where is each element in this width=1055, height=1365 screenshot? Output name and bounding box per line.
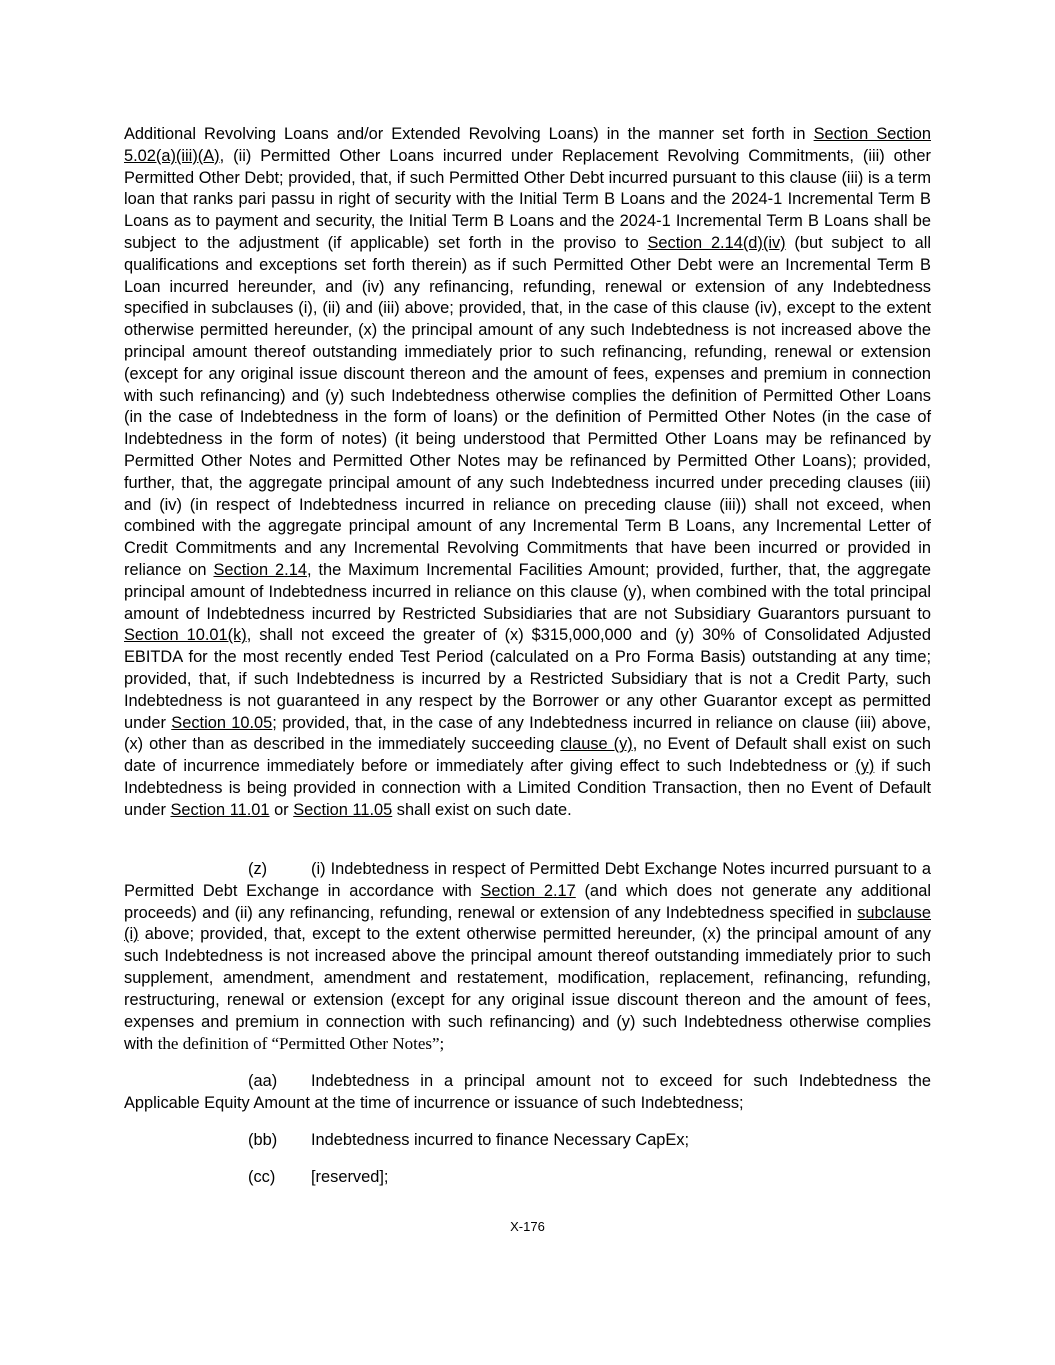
text: (and which does not generate any additional proceeds) and (ii) any refinancing, refunding, renewal or extension of any Indebtedness specified in — [124, 881, 932, 922]
text: Indebtedness incurred to finance Necessary CapEx; — [311, 1131, 690, 1149]
item-cc — [248, 1167, 388, 1189]
page-number: X-176 — [510, 1219, 545, 1234]
section-reference: Section 11.01 — [170, 800, 270, 819]
text: or — [269, 800, 294, 819]
section-reference: Section 10.05 — [171, 713, 273, 732]
paragraph-z — [124, 859, 931, 1056]
section-reference: Section 11.05 — [293, 800, 393, 819]
clause-reference: subclause (i) — [124, 903, 931, 944]
text: Additional Revolving Loans and/or Extended Revolving Loans) in the manner set forth in — [124, 125, 814, 143]
paragraph-aa — [124, 1071, 931, 1115]
clause-reference: clause (y) — [560, 735, 633, 754]
paragraph-continuation — [124, 124, 931, 822]
clause-label: (bb) — [248, 1131, 278, 1149]
text: if such Indebtedness is being provided in connection with a Limited Condition Transaction, then no Event of Default under — [124, 757, 931, 819]
text: ; provided, that, in the case of any Indebtedness incurred in reliance on clause (iii) above, (x) other than as described in the immediately succeeding — [124, 713, 931, 754]
text: , the Maximum Incremental Facilities Amount; provided, further, that, the aggregate principal amount of Indebtedness incurred in reliance on this clause (y), when combined with the total principal amount of Indebtedness incurred by Restricted Subsidiaries that are not Subsidiary Guarantors pursuant to — [124, 560, 931, 623]
text: the definition of “Permitted Other Notes”; — [157, 1034, 445, 1054]
section-reference: Section Section 5.02(a)(iii)(A) — [124, 125, 931, 165]
text: (i) Indebtedness in respect of Permitted Debt Exchange Notes incurred pursuant to a Permitted Debt Exchange in accordance with — [124, 860, 931, 900]
text: , no Event of Default shall exist on such date of incurrence immediately before or immediately after giving effect to such Indebtedness or — [124, 735, 931, 776]
section-reference: Section 2.14 — [213, 560, 307, 579]
clause-label: (cc) — [248, 1168, 276, 1186]
item-bb — [248, 1130, 689, 1152]
text: (but subject to all qualifications and exceptions set forth therein) as if such Permitted Other Debt were an Incremental Term B Loan incurred hereunder, and (iv) any refinancing, refunding, renewal or extension of any Indebtedness specified in subclauses (i), (ii) and (iii) above; provided, that, in the case of this clause (iv), except to the extent otherwise permitted hereunder, (x) the principal amount of any such Indebtedness is not increased above the principal amount thereof outstanding immediately prior to such refinancing, refunding, renewal or extension (except for any original issue discount thereon and the amount of fees, expenses and premium in connection with such refinancing) and (y) such Indebtedness otherwise complies the definition of Permitted Other Loans (in the case of Indebtedness in the form of loans) or the definition of Permitted Other Notes (in the case of Indebtedness in the form of notes) (it being understood that Permitted Other Loans may be refinanced by Permitted Other Notes and Permitted Other Notes may be refinanced by Permitted Other Loans); provided, further, that, the aggregate principal amount of any such Indebtedness incurred under preceding clauses (iii) and (iv) (in respect of Indebtedness incurred in reliance on preceding clause (iii)) shall not exceed, when combined with the aggregate principal amount of any Incremental Term B Loans, any Incremental Letter of Credit Commitments and any Incremental Revolving Commitments that have been incurred or provided in reliance on — [124, 233, 931, 579]
clause-reference: (y) — [855, 757, 875, 776]
text: shall exist on such date. — [392, 800, 572, 819]
clause-label: (z) — [248, 860, 268, 878]
text: [reserved]; — [311, 1168, 389, 1186]
text: , shall not exceed the greater of (x) $315,000,000 and (y) 30% of Consolidated Adjusted EBITDA for the most recently ended Test Period (calculated on a Pro Forma Basis) outstanding at any time; provided, that, if such Indebtedness is incurred by a Restricted Subsidiary that is not a Credit Party, such Indebtedness is not guaranteed in any respect by the Borrower or any other Guarantor except as permitted under — [124, 626, 931, 732]
section-reference: Section 2.14(d)(iv) — [647, 233, 786, 252]
text: Indebtedness in a principal amount not to exceed for such Indebtedness the Applicable Equity Amount at the time of incurrence or issuance of such Indebtedness; — [124, 1072, 931, 1112]
section-reference: Section 10.01(k) — [124, 626, 247, 645]
text: , (ii) Permitted Other Loans incurred under Replacement Revolving Commitments, (iii) other Permitted Other Debt; provided, that, if such Permitted Other Debt incurred pursuant to this clause (iii) is a term loan that ranks pari passu in right of security with the Initial Term B Loans and the 2024-1 Incremental Term B Loans as to payment and security, the Initial Term B Loans and the 2024-1 Incremental Term B Loans shall be subject to the adjustment (if applicable) set forth in the proviso to — [124, 146, 931, 252]
clause-label: (aa) — [248, 1072, 278, 1090]
section-reference: Section 2.17 — [480, 881, 576, 900]
text: above; provided, that, except to the extent otherwise permitted hereunder, (x) the principal amount of any such Indebtedness is not increased above the principal amount thereof outstanding immediately prior to such supplement, amendment, amendment and restatement, modification, replacement, refinancing, refunding, restructuring, renewal or extension (except for any original issue discount thereon and the amount of fees, expenses and premium in connection with such refinancing) and (y) such Indebtedness otherwise complies with — [124, 925, 931, 1054]
